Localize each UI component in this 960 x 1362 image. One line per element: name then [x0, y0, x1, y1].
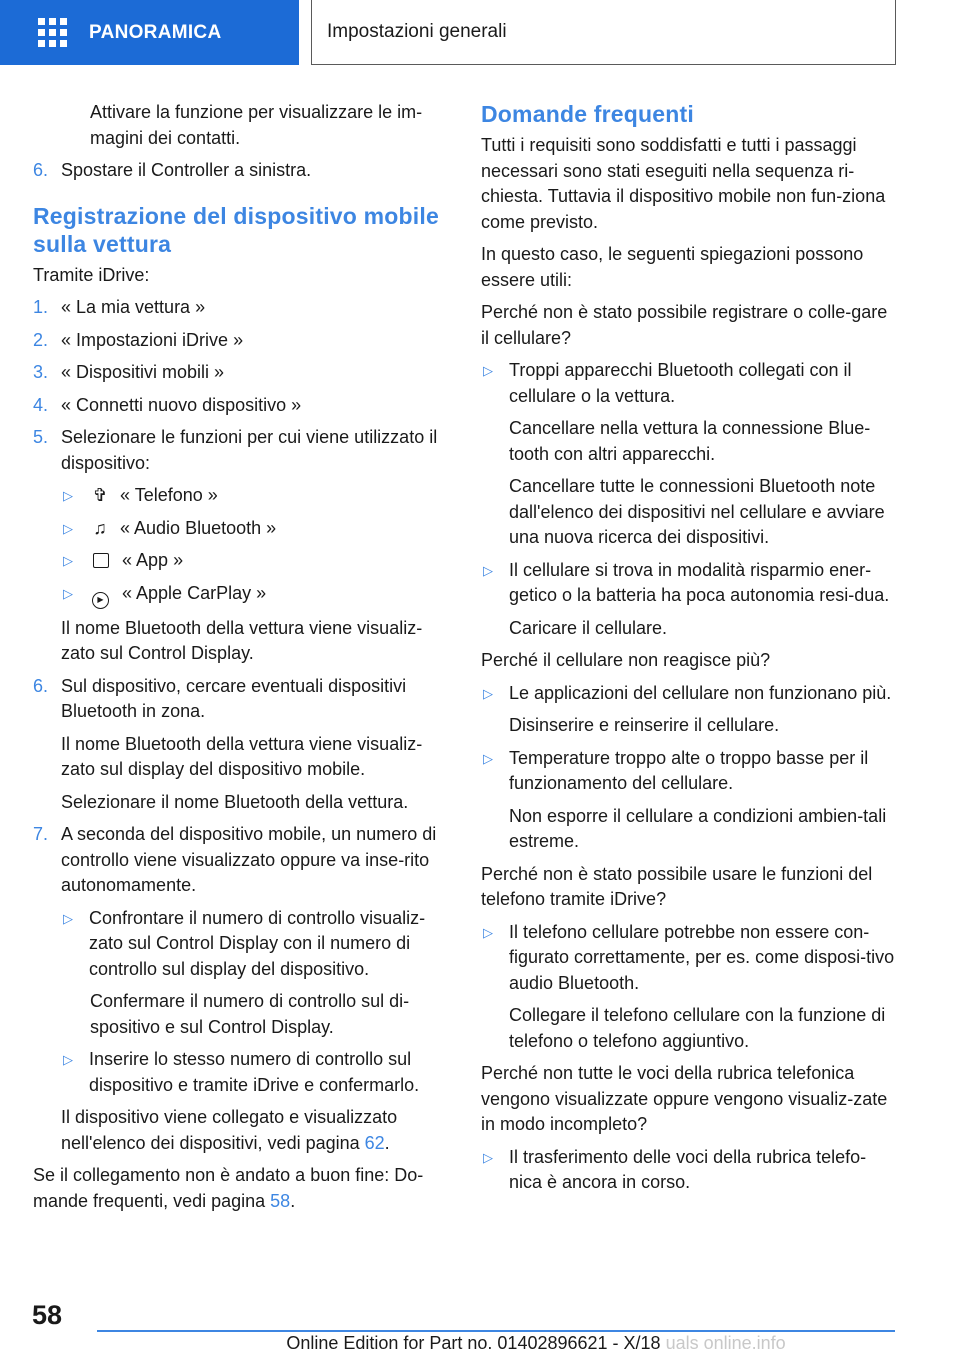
left-column	[33, 100, 445, 1221]
step7-bullet-enter	[61, 1047, 445, 1098]
question-3: Perché non è stato possibile usare le funzioni del telefono tramite iDrive?	[481, 863, 873, 909]
step-1	[33, 295, 445, 321]
phone-icon: ✞	[92, 485, 108, 505]
overview-tab[interactable]	[0, 0, 299, 65]
function-app	[61, 548, 445, 574]
triangle-bullet-icon: ▷	[63, 488, 73, 503]
function-telefono	[61, 483, 445, 509]
step-text: Spostare il Controller a sinistra.	[61, 160, 312, 180]
bullet-text: Inserire lo stesso numero di controllo sul dispositivo e tramite iDrive e confermarlo.	[89, 1049, 420, 1095]
bullet-text: Il telefono cellulare potrebbe non essere con-figurato correttamente, per es. come disposi-tivo audio Bluetooth.	[509, 921, 895, 993]
triangle-bullet-icon: ▷	[483, 685, 493, 701]
bullet-text: Il trasferimento delle voci della rubrica telefo-nica è ancora in corso.	[509, 1146, 867, 1192]
step-6b	[33, 674, 445, 725]
q3-bullet-1-follow-1: Collegare il telefono cellulare con la funzione di telefono o telefono aggiuntivo.	[509, 1005, 886, 1051]
page-link-58[interactable]: 58	[270, 1190, 291, 1211]
step-number: 2.	[33, 329, 49, 350]
intro-text: Tramite iDrive:	[33, 264, 150, 285]
q1-bullet-2-follow-1: Caricare il cellulare.	[509, 617, 668, 638]
function-label: « Telefono »	[120, 485, 218, 505]
step-text: « Connetti nuovo dispositivo »	[61, 394, 302, 415]
watermark-text: uals online.info	[665, 1333, 786, 1353]
step-number: 3.	[33, 362, 49, 382]
q2-bullet-1-follow-1: Disinserire e reinserire il cellulare.	[509, 715, 780, 735]
q2-bullet-2	[481, 746, 896, 797]
step-6	[33, 158, 445, 184]
step5-result: Il nome Bluetooth della vettura viene visualiz-zato sul Control Display.	[61, 617, 423, 663]
page-number: 58	[32, 1300, 63, 1330]
step7-result	[33, 1105, 445, 1156]
triangle-bullet-icon: ▷	[63, 910, 73, 926]
carplay-icon: ▶	[92, 592, 109, 609]
q1-bullet-1	[481, 358, 896, 409]
music-note-icon: ♫	[93, 517, 107, 538]
section-title: Impostazioni generali	[327, 21, 507, 42]
q4-bullet-1	[481, 1145, 896, 1196]
q1-bullet-2	[481, 558, 896, 609]
bullet-text: Temperature troppo alte o troppo basse per il funzionamento del cellulare.	[509, 747, 869, 793]
triangle-bullet-icon: ▷	[63, 585, 73, 601]
step-text: « Dispositivi mobili »	[61, 362, 225, 382]
step-number: 7.	[33, 824, 49, 844]
question-4: Perché non tutte le voci della rubrica telefonica vengono visualizzate oppure vengono visualiz-zate in modo incompleto?	[481, 1063, 888, 1134]
bullet-text: Confrontare il numero di controllo visualiz-zato sul Control Display con il numero di controllo sul display del dispositivo.	[89, 907, 426, 979]
step-number: 5.	[33, 427, 49, 447]
step-2	[33, 328, 445, 354]
footer-edition	[0, 1333, 960, 1354]
overview-tab-label: PANORAMICA	[89, 21, 222, 43]
step-5	[33, 425, 445, 476]
function-label: « App »	[122, 550, 184, 570]
function-apple-carplay	[61, 581, 445, 609]
triangle-bullet-icon: ▷	[63, 1052, 73, 1067]
step-3	[33, 360, 445, 386]
function-label: « Audio Bluetooth »	[120, 517, 277, 538]
function-label: « Apple CarPlay »	[122, 582, 267, 603]
step-number: 4.	[33, 394, 49, 415]
edition-text: Online Edition for Part no. 01402896621 - X/18	[286, 1333, 661, 1353]
section-heading-faq: Domande frequenti	[481, 101, 694, 127]
faq-intro-2: In questo caso, le seguenti spiegazioni possono essere utili:	[481, 244, 864, 290]
triangle-bullet-icon: ▷	[483, 924, 493, 940]
final-note-end: .	[290, 1190, 296, 1211]
final-note-text: Se il collegamento non è andato a buon fine: Do-mande frequenti, vedi pagina	[33, 1165, 424, 1211]
right-column	[481, 100, 896, 1203]
bullet-text: Troppi apparecchi Bluetooth collegati con il cellulare o la vettura.	[509, 360, 852, 406]
step-number: 6.	[33, 160, 49, 180]
q1-bullet-1-follow-1: Cancellare nella vettura la connessione Blue-tooth con altri apparecchi.	[509, 418, 871, 464]
q1-bullet-1-follow-2: Cancellare tutte le connessioni Bluetooth note dall'elenco dei dispositivi nel cellulare e avviare una nuova ricerca dei dispositivi.	[509, 476, 885, 547]
step7-result-end: .	[384, 1132, 390, 1153]
triangle-bullet-icon: ▷	[483, 750, 493, 766]
q2-bullet-2-follow-1: Non esporre il cellulare a condizioni ambien-tali estreme.	[509, 805, 887, 851]
footer-divider	[97, 1330, 895, 1332]
step-text: Selezionare le funzioni per cui viene utilizzato il dispositivo:	[61, 427, 438, 473]
step-7	[33, 822, 445, 899]
step-text: « Impostazioni iDrive »	[61, 329, 244, 350]
question-2: Perché il cellulare non reagisce più?	[481, 650, 771, 670]
step-text: Sul dispositivo, cercare eventuali dispositivi Bluetooth in zona.	[61, 675, 407, 721]
section-heading-register: Registrazione del dispositivo mobile sulla vettura	[33, 202, 439, 257]
section-header	[311, 0, 896, 65]
bullet-text: Il cellulare si trova in modalità risparmio ener-getico o la batteria ha poca autonomia resi-dua.	[509, 559, 890, 605]
step6-action: Selezionare il nome Bluetooth della vettura.	[61, 791, 409, 812]
page-link-62[interactable]: 62	[364, 1132, 385, 1153]
triangle-bullet-icon: ▷	[63, 520, 73, 536]
triangle-bullet-icon: ▷	[483, 363, 493, 378]
step-text: « La mia vettura »	[61, 297, 206, 317]
step-number: 1.	[33, 297, 49, 317]
step-4	[33, 393, 445, 419]
step7-result-text: Il dispositivo viene collegato e visualizzato nell'elenco dei dispositivi, vedi pagina	[61, 1107, 398, 1153]
step-number: 6.	[33, 675, 49, 696]
faq-intro-1: Tutti i requisiti sono soddisfatti e tutti i passaggi necessari sono stati eseguiti nella sequenza ri-chiesta. Tuttavia il dispositivo mobile non fun-ziona come previsto.	[481, 135, 886, 232]
step6-result: Il nome Bluetooth della vettura viene visualiz-zato sul display del dispositivo mobile.	[61, 733, 423, 779]
triangle-bullet-icon: ▷	[483, 562, 493, 578]
step7-bullet-compare	[61, 906, 445, 983]
function-audio-bluetooth	[61, 516, 445, 542]
grid-icon	[38, 18, 67, 47]
question-1: Perché non è stato possibile registrare o colle-gare il cellulare?	[481, 302, 888, 348]
bullet-text: Le applicazioni del cellulare non funzionano più.	[509, 682, 892, 703]
step7-bullet-follow: Confermare il numero di controllo sul di-spositivo e sul Control Display.	[90, 991, 410, 1037]
app-icon	[93, 553, 109, 568]
step-text: A seconda del dispositivo mobile, un numero di controllo viene visualizzato oppure va inse-rito autonomamente.	[61, 824, 437, 895]
final-note	[33, 1163, 445, 1214]
continued-text: Attivare la funzione per visualizzare le im-magini dei contatti.	[90, 102, 423, 148]
triangle-bullet-icon: ▷	[483, 1149, 493, 1165]
q3-bullet-1	[481, 920, 896, 997]
triangle-bullet-icon: ▷	[63, 553, 73, 568]
q2-bullet-1	[481, 681, 896, 707]
